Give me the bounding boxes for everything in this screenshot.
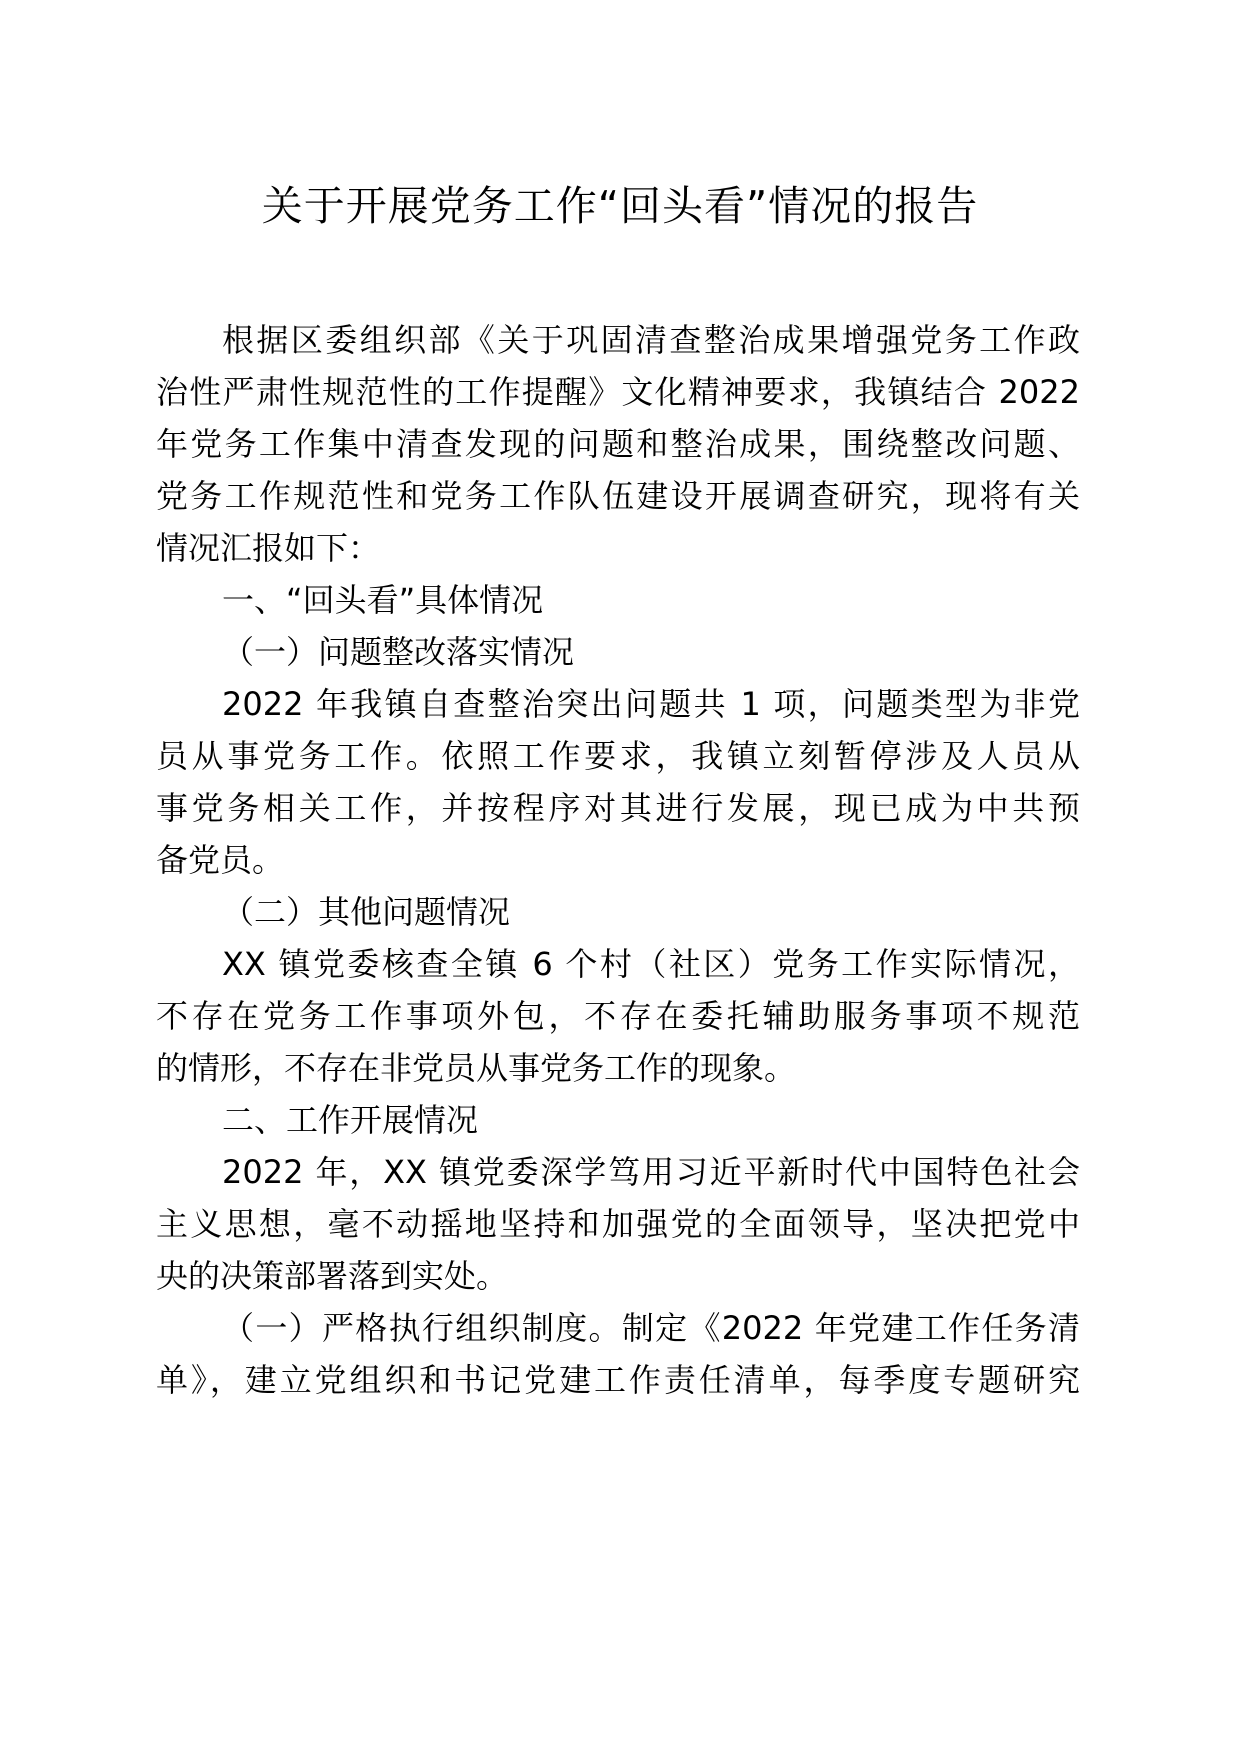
paragraph-line: 党务工作规范性和党务工作队伍建设开展调查研究，现将有关 bbox=[156, 477, 1080, 515]
paragraph-line: 单》，建立党组织和书记党建工作责任清单，每季度专题研究 bbox=[156, 1361, 1080, 1399]
paragraph-line: 备党员。 bbox=[156, 841, 285, 879]
paragraph-line: 年党务工作集中清查发现的问题和整治成果，围绕整改问题、 bbox=[156, 425, 1080, 463]
paragraph-line: 事党务相关工作，并按程序对其进行发展，现已成为中共预 bbox=[156, 789, 1080, 827]
paragraph-line: 主义思想，毫不动摇地坚持和加强党的全面领导，坚决把党中 bbox=[156, 1205, 1080, 1243]
paragraph-line: XX 镇党委核查全镇 6 个村（社区）党务工作实际情况， bbox=[222, 945, 1080, 983]
paragraph-line: 根据区委组织部《关于巩固清查整治成果增强党务工作政 bbox=[222, 321, 1080, 359]
paragraph-line: 的情形，不存在非党员从事党务工作的现象。 bbox=[156, 1049, 797, 1087]
paragraph-line: （一）严格执行组织制度。制定《2022 年党建工作任务清 bbox=[222, 1309, 1080, 1347]
paragraph-line: 治性严肃性规范性的工作提醒》文化精神要求，我镇结合 2022 bbox=[156, 373, 1080, 411]
section-heading: 二、工作开展情况 bbox=[222, 1101, 479, 1139]
paragraph-line: 2022 年，XX 镇党委深学笃用习近平新时代中国特色社会 bbox=[222, 1153, 1080, 1191]
subsection-heading: （一）问题整改落实情况 bbox=[222, 633, 575, 671]
paragraph-line: 员从事党务工作。依照工作要求，我镇立刻暂停涉及人员从 bbox=[156, 737, 1080, 775]
paragraph-line: 情况汇报如下： bbox=[156, 529, 381, 567]
paragraph-line: 央的决策部署落到实处。 bbox=[156, 1257, 509, 1295]
paragraph-line: 2022 年我镇自查整治突出问题共 1 项，问题类型为非党 bbox=[222, 685, 1080, 723]
subsection-heading: （二）其他问题情况 bbox=[222, 893, 511, 931]
document-title: 关于开展党务工作“回头看”情况的报告 bbox=[261, 182, 979, 230]
paragraph-line: 不存在党务工作事项外包，不存在委托辅助服务事项不规范 bbox=[156, 997, 1080, 1035]
section-heading: 一、“回头看”具体情况 bbox=[222, 581, 544, 619]
